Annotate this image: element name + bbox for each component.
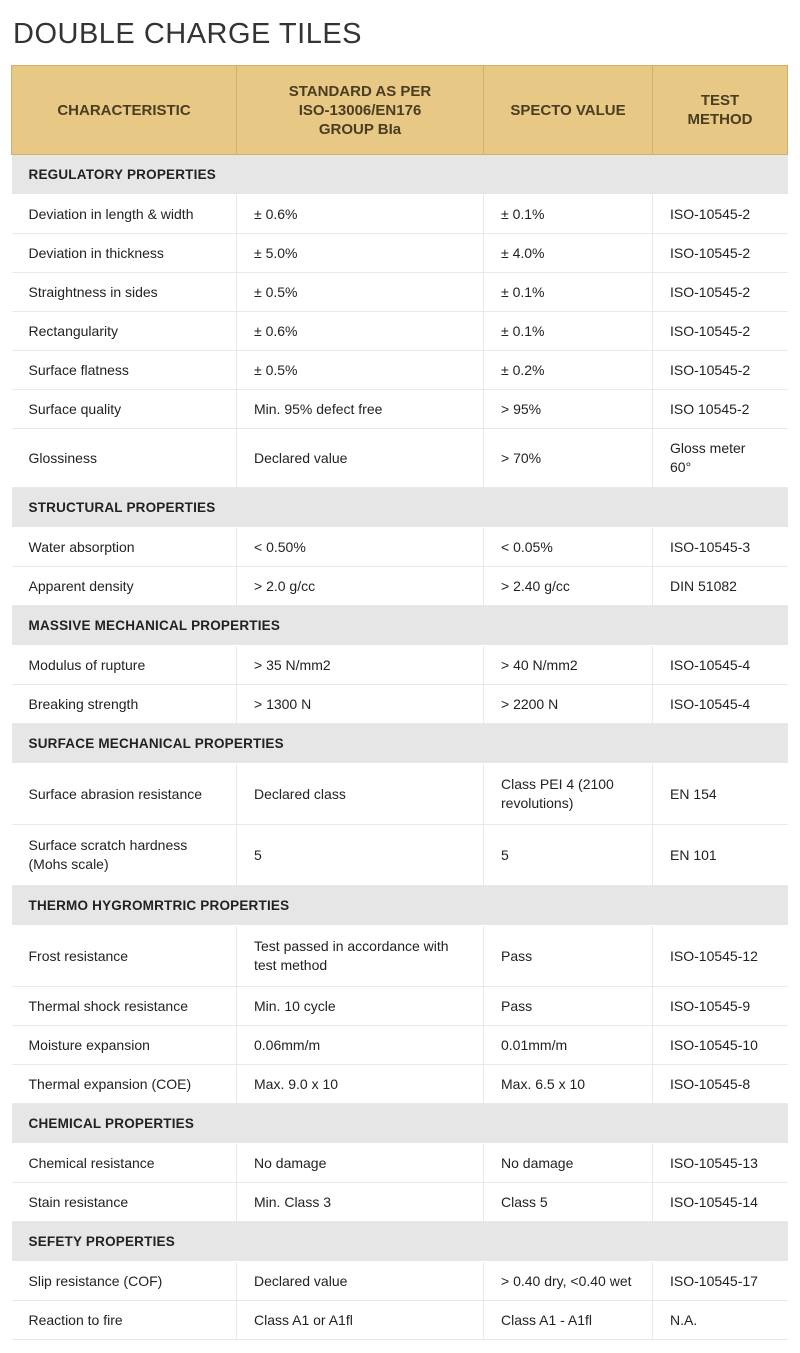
cell-standard: Declared value (237, 429, 484, 488)
table-row (12, 567, 788, 606)
cell-test-method: N.A. (653, 1301, 788, 1340)
cell-test-method: ISO-10545-2 (653, 312, 788, 351)
section-header-row (12, 606, 788, 646)
cell-standard: Declared class (237, 764, 484, 825)
cell-specto-value: Pass (484, 987, 653, 1026)
cell-test-method: ISO-10545-2 (653, 273, 788, 312)
cell-test-method: DIN 51082 (653, 567, 788, 606)
section-header-row (12, 724, 788, 764)
cell-characteristic: Deviation in length & width (12, 195, 237, 234)
cell-standard: 0.06mm/m (237, 1026, 484, 1065)
table-row (12, 987, 788, 1026)
cell-specto-value: > 95% (484, 390, 653, 429)
cell-test-method: ISO-10545-2 (653, 195, 788, 234)
cell-specto-value: > 2.40 g/cc (484, 567, 653, 606)
cell-specto-value: Max. 6.5 x 10 (484, 1065, 653, 1104)
cell-standard: ± 0.6% (237, 195, 484, 234)
table-row (12, 1262, 788, 1301)
cell-test-method: ISO-10545-2 (653, 234, 788, 273)
cell-characteristic: Slip resistance (COF) (12, 1262, 237, 1301)
table-row (12, 234, 788, 273)
section-header-row (12, 488, 788, 528)
section-title: SEFETY PROPERTIES (12, 1222, 788, 1262)
cell-specto-value: > 40 N/mm2 (484, 646, 653, 685)
section-title: MASSIVE MECHANICAL PROPERTIES (12, 606, 788, 646)
cell-standard: Declared value (237, 1262, 484, 1301)
cell-characteristic: Glossiness (12, 429, 237, 488)
cell-characteristic: Rectangularity (12, 312, 237, 351)
cell-characteristic: Surface abrasion resistance (12, 764, 237, 825)
cell-characteristic: Surface flatness (12, 351, 237, 390)
column-header-characteristic: CHARACTERISTIC (12, 66, 237, 155)
cell-characteristic: Reaction to fire (12, 1301, 237, 1340)
table-row (12, 351, 788, 390)
cell-standard: ± 0.6% (237, 312, 484, 351)
cell-specto-value: > 2200 N (484, 685, 653, 724)
cell-specto-value: ± 0.1% (484, 273, 653, 312)
section-title: SURFACE MECHANICAL PROPERTIES (12, 724, 788, 764)
cell-characteristic: Chemical resistance (12, 1144, 237, 1183)
table-row (12, 1144, 788, 1183)
cell-standard: Max. 9.0 x 10 (237, 1065, 484, 1104)
table-row (12, 273, 788, 312)
table-row (12, 1183, 788, 1222)
table-row (12, 1026, 788, 1065)
cell-specto-value: 5 (484, 825, 653, 886)
cell-characteristic: Surface scratch hardness (Mohs scale) (12, 825, 237, 886)
page-title: DOUBLE CHARGE TILES (13, 18, 363, 50)
table-body (12, 155, 788, 1340)
cell-specto-value: 0.01mm/m (484, 1026, 653, 1065)
section-title: REGULATORY PROPERTIES (12, 155, 788, 195)
cell-specto-value: Class A1 - A1fl (484, 1301, 653, 1340)
cell-test-method: ISO-10545-8 (653, 1065, 788, 1104)
cell-characteristic: Water absorption (12, 528, 237, 567)
cell-test-method: ISO-10545-12 (653, 926, 788, 987)
table-row (12, 528, 788, 567)
cell-characteristic: Apparent density (12, 567, 237, 606)
section-title: THERMO HYGROMRTRIC PROPERTIES (12, 886, 788, 926)
cell-standard: ± 0.5% (237, 351, 484, 390)
column-header-standard: STANDARD AS PER ISO-13006/EN176 GROUP BIa (237, 66, 484, 155)
cell-standard: Min. 10 cycle (237, 987, 484, 1026)
section-header-row (12, 886, 788, 926)
cell-specto-value: ± 4.0% (484, 234, 653, 273)
cell-test-method: ISO-10545-2 (653, 351, 788, 390)
cell-test-method: ISO-10545-14 (653, 1183, 788, 1222)
cell-standard: Class A1 or A1fl (237, 1301, 484, 1340)
section-header-row (12, 155, 788, 195)
cell-test-method: ISO 10545-2 (653, 390, 788, 429)
cell-test-method: ISO-10545-4 (653, 646, 788, 685)
table-header (12, 66, 788, 155)
cell-specto-value: > 0.40 dry, <0.40 wet (484, 1262, 653, 1301)
cell-standard: 5 (237, 825, 484, 886)
cell-test-method: EN 154 (653, 764, 788, 825)
cell-test-method: ISO-10545-4 (653, 685, 788, 724)
cell-characteristic: Thermal shock resistance (12, 987, 237, 1026)
header-row (12, 66, 788, 155)
table-row (12, 1065, 788, 1104)
table-row (12, 390, 788, 429)
cell-specto-value: ± 0.1% (484, 195, 653, 234)
cell-specto-value: Pass (484, 926, 653, 987)
cell-characteristic: Thermal expansion (COE) (12, 1065, 237, 1104)
table-row (12, 926, 788, 987)
column-header-specto-value: SPECTO VALUE (484, 66, 653, 155)
cell-test-method: EN 101 (653, 825, 788, 886)
cell-standard: > 1300 N (237, 685, 484, 724)
table-row (12, 764, 788, 825)
section-header-row (12, 1104, 788, 1144)
cell-specto-value: Class 5 (484, 1183, 653, 1222)
cell-standard: Min. Class 3 (237, 1183, 484, 1222)
cell-characteristic: Deviation in thickness (12, 234, 237, 273)
cell-specto-value: > 70% (484, 429, 653, 488)
cell-test-method: ISO-10545-9 (653, 987, 788, 1026)
cell-characteristic: Straightness in sides (12, 273, 237, 312)
cell-standard: < 0.50% (237, 528, 484, 567)
table-row (12, 646, 788, 685)
cell-test-method: ISO-10545-3 (653, 528, 788, 567)
section-header-row (12, 1222, 788, 1262)
cell-characteristic: Modulus of rupture (12, 646, 237, 685)
cell-characteristic: Surface quality (12, 390, 237, 429)
cell-test-method: Gloss meter 60° (653, 429, 788, 488)
cell-test-method: ISO-10545-17 (653, 1262, 788, 1301)
table-row (12, 1301, 788, 1340)
table-row (12, 429, 788, 488)
cell-test-method: ISO-10545-13 (653, 1144, 788, 1183)
table-row (12, 312, 788, 351)
cell-standard: No damage (237, 1144, 484, 1183)
cell-characteristic: Frost resistance (12, 926, 237, 987)
column-header-test-method: TEST METHOD (653, 66, 788, 155)
specification-table (11, 65, 788, 1340)
cell-specto-value: No damage (484, 1144, 653, 1183)
cell-specto-value: < 0.05% (484, 528, 653, 567)
cell-standard: > 35 N/mm2 (237, 646, 484, 685)
table-row (12, 195, 788, 234)
cell-characteristic: Moisture expansion (12, 1026, 237, 1065)
table-row (12, 825, 788, 886)
cell-standard: > 2.0 g/cc (237, 567, 484, 606)
cell-standard: ± 5.0% (237, 234, 484, 273)
cell-standard: Test passed in accordance with test method (237, 926, 484, 987)
table-row (12, 685, 788, 724)
section-title: CHEMICAL PROPERTIES (12, 1104, 788, 1144)
cell-standard: ± 0.5% (237, 273, 484, 312)
cell-specto-value: ± 0.1% (484, 312, 653, 351)
cell-characteristic: Stain resistance (12, 1183, 237, 1222)
cell-specto-value: ± 0.2% (484, 351, 653, 390)
section-title: STRUCTURAL PROPERTIES (12, 488, 788, 528)
cell-test-method: ISO-10545-10 (653, 1026, 788, 1065)
cell-characteristic: Breaking strength (12, 685, 237, 724)
cell-standard: Min. 95% defect free (237, 390, 484, 429)
cell-specto-value: Class PEI 4 (2100 revolutions) (484, 764, 653, 825)
